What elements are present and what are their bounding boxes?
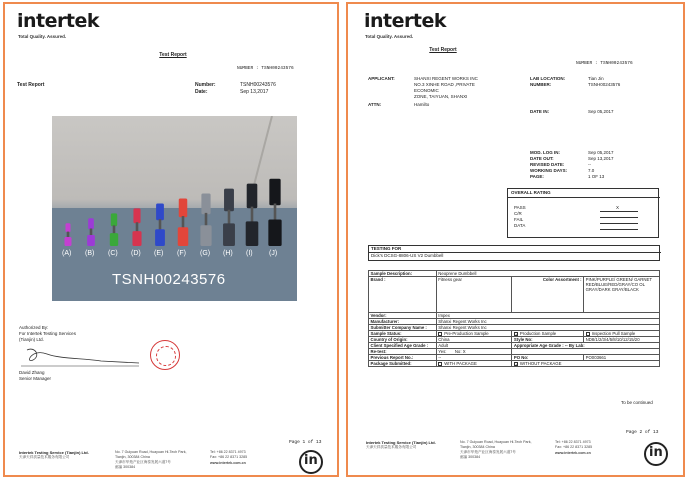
with-package-checkbox[interactable] xyxy=(438,362,442,366)
working-days-label: WORKING DAYS: xyxy=(530,168,568,173)
vendor-label: Vendor: xyxy=(369,313,437,319)
intertek-in-icon: in xyxy=(299,450,323,474)
country-value: China xyxy=(436,337,512,343)
date-out-value: Sep 13,2017 xyxy=(588,156,614,161)
footer-web: www.intertek.com.cn xyxy=(555,451,591,455)
footer-company: Intertek Testing Service (Tianjin) Ltd. xyxy=(366,440,436,445)
tagline: Total Quality. Assured. xyxy=(365,34,414,39)
testing-for-box xyxy=(368,245,660,261)
dumbbell-label: (C) xyxy=(108,250,118,257)
style-label: Style No: xyxy=(512,337,584,343)
dumbbell-label: (I) xyxy=(246,250,253,257)
package-label: Package Submitted: xyxy=(369,361,437,367)
brand-value: Fitness gear xyxy=(436,277,512,313)
page-value: 1 OF 13 xyxy=(588,174,605,179)
dumbbell-label: (B) xyxy=(85,250,95,257)
number-label: Number: xyxy=(195,82,216,88)
sample-status-label: Sample Status: xyxy=(369,331,437,337)
authorized-by: Authorized By: xyxy=(19,325,49,330)
footer-web: www.intertek.com.cn xyxy=(210,461,246,465)
appropriate-age-label: Appropriate Age Grade : -- By Lab: xyxy=(512,343,660,349)
number-label: NUMBER: xyxy=(530,82,552,87)
style-value: ND8/1/2/3/4/5/8/10/12/15/20 xyxy=(584,337,660,343)
rating-data: DATA xyxy=(514,223,526,228)
testing-for-value: Dick's DCSG-8806-US V2 Dumbbell xyxy=(371,253,444,258)
date-in-value: Sep 05,2017 xyxy=(588,109,614,114)
page-title: Test Report xyxy=(429,47,457,53)
retest-label: Re-test: xyxy=(369,349,437,355)
retest-no: No: xyxy=(454,349,462,354)
brand-label: Brand : xyxy=(369,277,437,313)
pre-production-checkbox[interactable] xyxy=(438,332,442,336)
page-number: Page 1 of 13 xyxy=(289,440,322,445)
tagline: Total Quality. Assured. xyxy=(18,34,67,39)
applicant-label: APPLICANT: xyxy=(368,76,395,81)
page-label: PAGE: xyxy=(530,174,544,179)
authorized-company: (Tianjin) Ltd. xyxy=(19,337,44,342)
color-assortment-label: Color Assortment : xyxy=(512,277,584,313)
submitter-value: Shanxi Regent Works Inc xyxy=(436,325,659,331)
report-page-2 xyxy=(346,2,685,477)
date-value: Sep 13,2017 xyxy=(240,89,269,95)
sample-status-inspection[interactable]: Inspection Pull Sample xyxy=(584,331,660,337)
sample-status-production[interactable]: ✓ Production Sample xyxy=(512,331,584,337)
company-seal xyxy=(150,340,180,370)
number-line: NUMBER : TSNH00243576 xyxy=(576,61,633,66)
intertek-logo: intertek xyxy=(17,10,99,32)
manufacturer-label: Manufacturer: xyxy=(369,319,437,325)
applicant-line-3: ECONOMIC xyxy=(414,88,439,93)
applicant-line-1: SHANXI REGENT WORKS INC xyxy=(414,76,478,81)
footer-company-cn: 天津天祥质量技术服务有限公司 xyxy=(366,445,417,449)
footer-company-cn: 天津天祥质量技术服务有限公司 xyxy=(19,455,70,459)
retest-yes: Yes: xyxy=(438,349,447,354)
mod-log-in-label: MOD. LOG IN: xyxy=(530,150,560,155)
footer-address: No. 7 Guiyuan Road, Huayuan Hi-Tech Park, Tianjin, 300384 China xyxy=(460,440,532,449)
rating-pass: PASS xyxy=(514,205,526,210)
client-age-label: Client Specified Age Grade : xyxy=(369,343,437,349)
signer-title: Senior Manager xyxy=(19,376,52,381)
sample-status-pre-production[interactable]: Pre-Production Sample xyxy=(436,331,512,337)
production-checkbox[interactable] xyxy=(514,332,518,336)
page-number: Page 2 of 13 xyxy=(626,430,659,435)
dumbbell-label: (A) xyxy=(62,250,72,257)
footer-address: No. 7 Guiyuan Road, Huayuan Hi-Tech Park, Tianjin, 300384 China xyxy=(115,450,187,459)
mod-log-in-value: Sep 05,2017 xyxy=(588,150,614,155)
attn-label: ATTN: xyxy=(368,102,382,107)
dumbbell-label: (H) xyxy=(223,250,233,257)
product-photo xyxy=(52,116,297,301)
footer-postcode-cn: 邮编 300384 xyxy=(115,465,136,469)
to-be-continued: To be continued xyxy=(621,400,653,405)
lab-location-value: Tian Jin xyxy=(588,76,604,81)
applicant-line-2: NO.3 XINHE ROAD ,PRIVATE xyxy=(414,82,475,87)
dumbbell-label: (J) xyxy=(269,250,278,257)
dumbbell-label: (F) xyxy=(177,250,186,257)
intertek-in-icon: in xyxy=(644,442,668,466)
footer-address-cn: 天津市华苑产业区海泰发展六道7号 xyxy=(460,450,516,454)
footer-fax: Fax: +86 22 8371 3285 xyxy=(210,455,248,459)
without-package-checkbox[interactable] xyxy=(514,362,518,366)
client-age-value: Adult xyxy=(436,343,512,349)
signer-name: David Zhang xyxy=(19,370,45,375)
manufacturer-value: Shanxi Regent Works Inc xyxy=(436,319,659,325)
previous-report-label: Previous Report No.: xyxy=(369,355,437,361)
footer-tel: Tel: +86 22 8371 4973 xyxy=(555,440,591,444)
dumbbell-label: (E) xyxy=(154,250,164,257)
sample-description-value: Neoprene Dumbbell xyxy=(436,271,659,277)
revised-date-label: REVISED DATE: xyxy=(530,162,565,167)
po-label: PO No: xyxy=(512,355,584,361)
footer-address-cn: 天津市华苑产业区海泰发展六道7号 xyxy=(115,460,171,464)
intertek-logo: intertek xyxy=(364,10,446,32)
number-value: TSNH00243576 xyxy=(588,82,621,87)
submitter-label: Submitter Company Name : xyxy=(369,325,437,331)
sample-description-label: Sample Description: xyxy=(369,271,437,277)
lab-location-label: LAB LOCATION: xyxy=(530,76,566,81)
date-out-label: DATE OUT: xyxy=(530,156,554,161)
attn-value: Hamilto xyxy=(414,102,430,107)
po-value: PO003661 xyxy=(584,355,660,361)
color-assortment-value: PINK/PURPLE/ GREEN/ GARNET RED/BLUE/RED/GRAY/CO OL GRAY/DARK GRAY/BLACK xyxy=(584,277,660,313)
applicant-line-4: ZONE, TAIYUAN, SHANXI xyxy=(414,94,468,99)
rating-pass-mark: X xyxy=(616,205,620,210)
number-line: NUMBER : TSNH00243576 xyxy=(237,66,294,71)
report-label: Test Report xyxy=(17,82,45,88)
authorized-for: For Intertek Testing Services xyxy=(19,331,76,336)
footer-tel: Tel: +86 22 8371 4973 xyxy=(210,450,246,454)
vendor-value: Impex xyxy=(436,313,659,319)
country-label: Country of Origin: xyxy=(369,337,437,343)
overall-rating-title: OVERALL RATING xyxy=(511,190,551,195)
report-page-1 xyxy=(3,2,339,477)
retest-no-mark: X xyxy=(462,349,466,354)
rating-fail: FAIL xyxy=(514,217,524,222)
footer-postcode-cn: 邮编 300384 xyxy=(460,455,481,459)
page-title: Test Report xyxy=(159,52,187,58)
package-without[interactable]: ✓ WITHOUT PACKAGE xyxy=(512,361,660,367)
dumbbell-label: (G) xyxy=(200,250,211,257)
number-value: TSNH00243576 xyxy=(240,82,276,88)
working-days-value: 7.0 xyxy=(588,168,595,173)
revised-date-value: -- xyxy=(588,162,591,167)
date-label: Date: xyxy=(195,89,208,95)
footer-company: Intertek Testing Service (Tianjin) Ltd. xyxy=(19,450,89,455)
inspection-checkbox[interactable] xyxy=(586,332,590,336)
rating-cr: C/R xyxy=(514,211,522,216)
previous-report-value: -- xyxy=(436,355,512,361)
overall-rating-box xyxy=(507,188,659,238)
package-with[interactable]: WITH PACKAGE xyxy=(436,361,512,367)
signature xyxy=(21,344,141,368)
date-in-label: DATE IN: xyxy=(530,109,550,114)
photo-caption: TSNH00243576 xyxy=(112,271,226,288)
sample-info-table xyxy=(368,270,660,367)
testing-for-label: TESTING FOR xyxy=(371,246,402,251)
footer-fax: Fax: +86 22 8371 3285 xyxy=(555,445,593,449)
dumbbell-label: (D) xyxy=(131,250,141,257)
